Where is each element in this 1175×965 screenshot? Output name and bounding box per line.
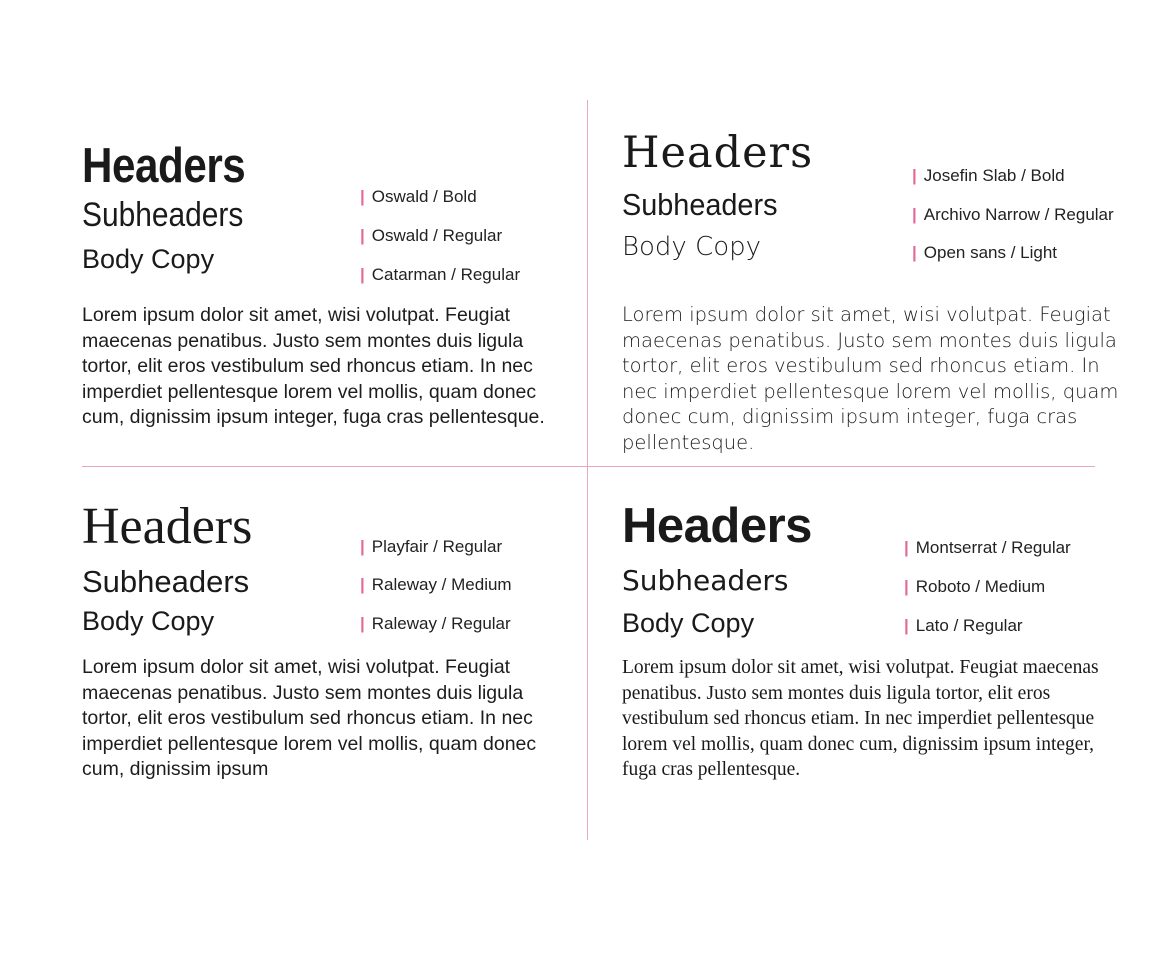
subheader-font-label: [912, 205, 1114, 225]
vertical-divider: [587, 100, 588, 840]
accent-bar-icon: |: [912, 243, 917, 262]
header-font-label: [360, 537, 502, 557]
font-pairing-card-bottom-left: [82, 500, 572, 840]
font-pairing-card-top-left: [82, 140, 572, 480]
accent-bar-icon: |: [360, 614, 365, 633]
subheader-font-label: [360, 226, 502, 246]
header-font-name: Oswald / Bold: [371, 187, 477, 206]
paragraph-text: Lorem ipsum dolor sit amet, wisi volutpat. Feugiat maecenas penatibus. Justo sem montes duis ligula tortor, elit eros vestibulum sed rhoncus etiam. In nec imperdiet pellentesque lorem vel mollis, quam donec cum, dignissim ipsum: [82, 656, 537, 780]
body-sample: Body Copy: [82, 606, 215, 636]
subheader-font-name: Raleway / Medium: [371, 575, 512, 594]
accent-bar-icon: |: [904, 538, 909, 557]
font-pairing-card-bottom-right: [622, 500, 1134, 840]
subheader-font-label: [360, 575, 512, 595]
accent-bar-icon: |: [360, 265, 365, 284]
body-font-label: [360, 265, 520, 285]
body-sample: Body Copy: [82, 244, 215, 274]
header-font-name: Montserrat / Regular: [915, 538, 1071, 557]
body-sample: Body Copy: [622, 232, 762, 262]
header-font-name: Playfair / Regular: [371, 537, 503, 556]
header-sample: Headers: [622, 128, 814, 178]
accent-bar-icon: |: [360, 575, 365, 594]
subheader-font-label: [904, 577, 1045, 597]
accent-bar-icon: |: [360, 537, 365, 556]
body-font-name: Catarman / Regular: [371, 265, 521, 284]
body-font-name: Lato / Regular: [915, 616, 1023, 635]
subheader-font-name: Archivo Narrow / Regular: [923, 205, 1114, 224]
paragraph-text: Lorem ipsum dolor sit amet, wisi volutpat. Feugiat maecenas penatibus. Justo sem montes duis ligula tortor, elit eros vestibulum sed rhoncus etiam. In nec imperdiet pellentesque lorem vel mollis, quam donec cum, dignissim ipsum integer, fuga cras pellentesque.: [82, 304, 545, 428]
body-font-label: [360, 614, 511, 634]
body-font-name: Open sans / Light: [923, 243, 1058, 262]
accent-bar-icon: |: [904, 577, 909, 596]
subheader-sample: Subheaders: [622, 187, 778, 222]
header-sample: Headers: [82, 498, 253, 555]
header-font-label: [912, 166, 1065, 186]
header-font-label: [904, 538, 1071, 558]
accent-bar-icon: |: [360, 226, 365, 245]
accent-bar-icon: |: [912, 166, 917, 185]
font-pairing-card-top-right: [622, 130, 1134, 470]
subheader-sample: Subheaders: [82, 196, 244, 234]
body-sample: Body Copy: [622, 608, 755, 638]
accent-bar-icon: |: [904, 616, 909, 635]
body-font-name: Raleway / Regular: [371, 614, 511, 633]
subheader-font-name: Roboto / Medium: [915, 577, 1046, 596]
paragraph-text: Lorem ipsum dolor sit amet, wisi volutpat. Feugiat maecenas penatibus. Justo sem montes duis ligula tortor, elit eros vestibulum sed rhoncus etiam. In nec imperdiet pellentesque lorem vel mollis, quam donec cum, dignissim ipsum integer, fuga cras pellentesque.: [622, 657, 1099, 780]
accent-bar-icon: |: [360, 187, 365, 206]
subheader-sample: Subheaders: [622, 564, 789, 597]
header-sample: Headers: [82, 139, 246, 193]
body-font-label: [904, 616, 1023, 636]
subheader-sample: Subheaders: [82, 564, 250, 599]
accent-bar-icon: |: [912, 205, 917, 224]
header-font-label: [360, 187, 477, 207]
header-sample: Headers: [622, 499, 812, 553]
header-font-name: Josefin Slab / Bold: [923, 166, 1065, 185]
subheader-font-name: Oswald / Regular: [371, 226, 503, 245]
body-font-label: [912, 243, 1057, 263]
paragraph-text: Lorem ipsum dolor sit amet, wisi volutpat. Feugiat maecenas penatibus. Justo sem montes duis ligula tortor, elit eros vestibulum sed rhoncus etiam. In nec imperdiet pellentesque lorem vel mollis, quam donec cum, dignissim ipsum integer, fuga cras pellentesque.: [622, 303, 1119, 454]
